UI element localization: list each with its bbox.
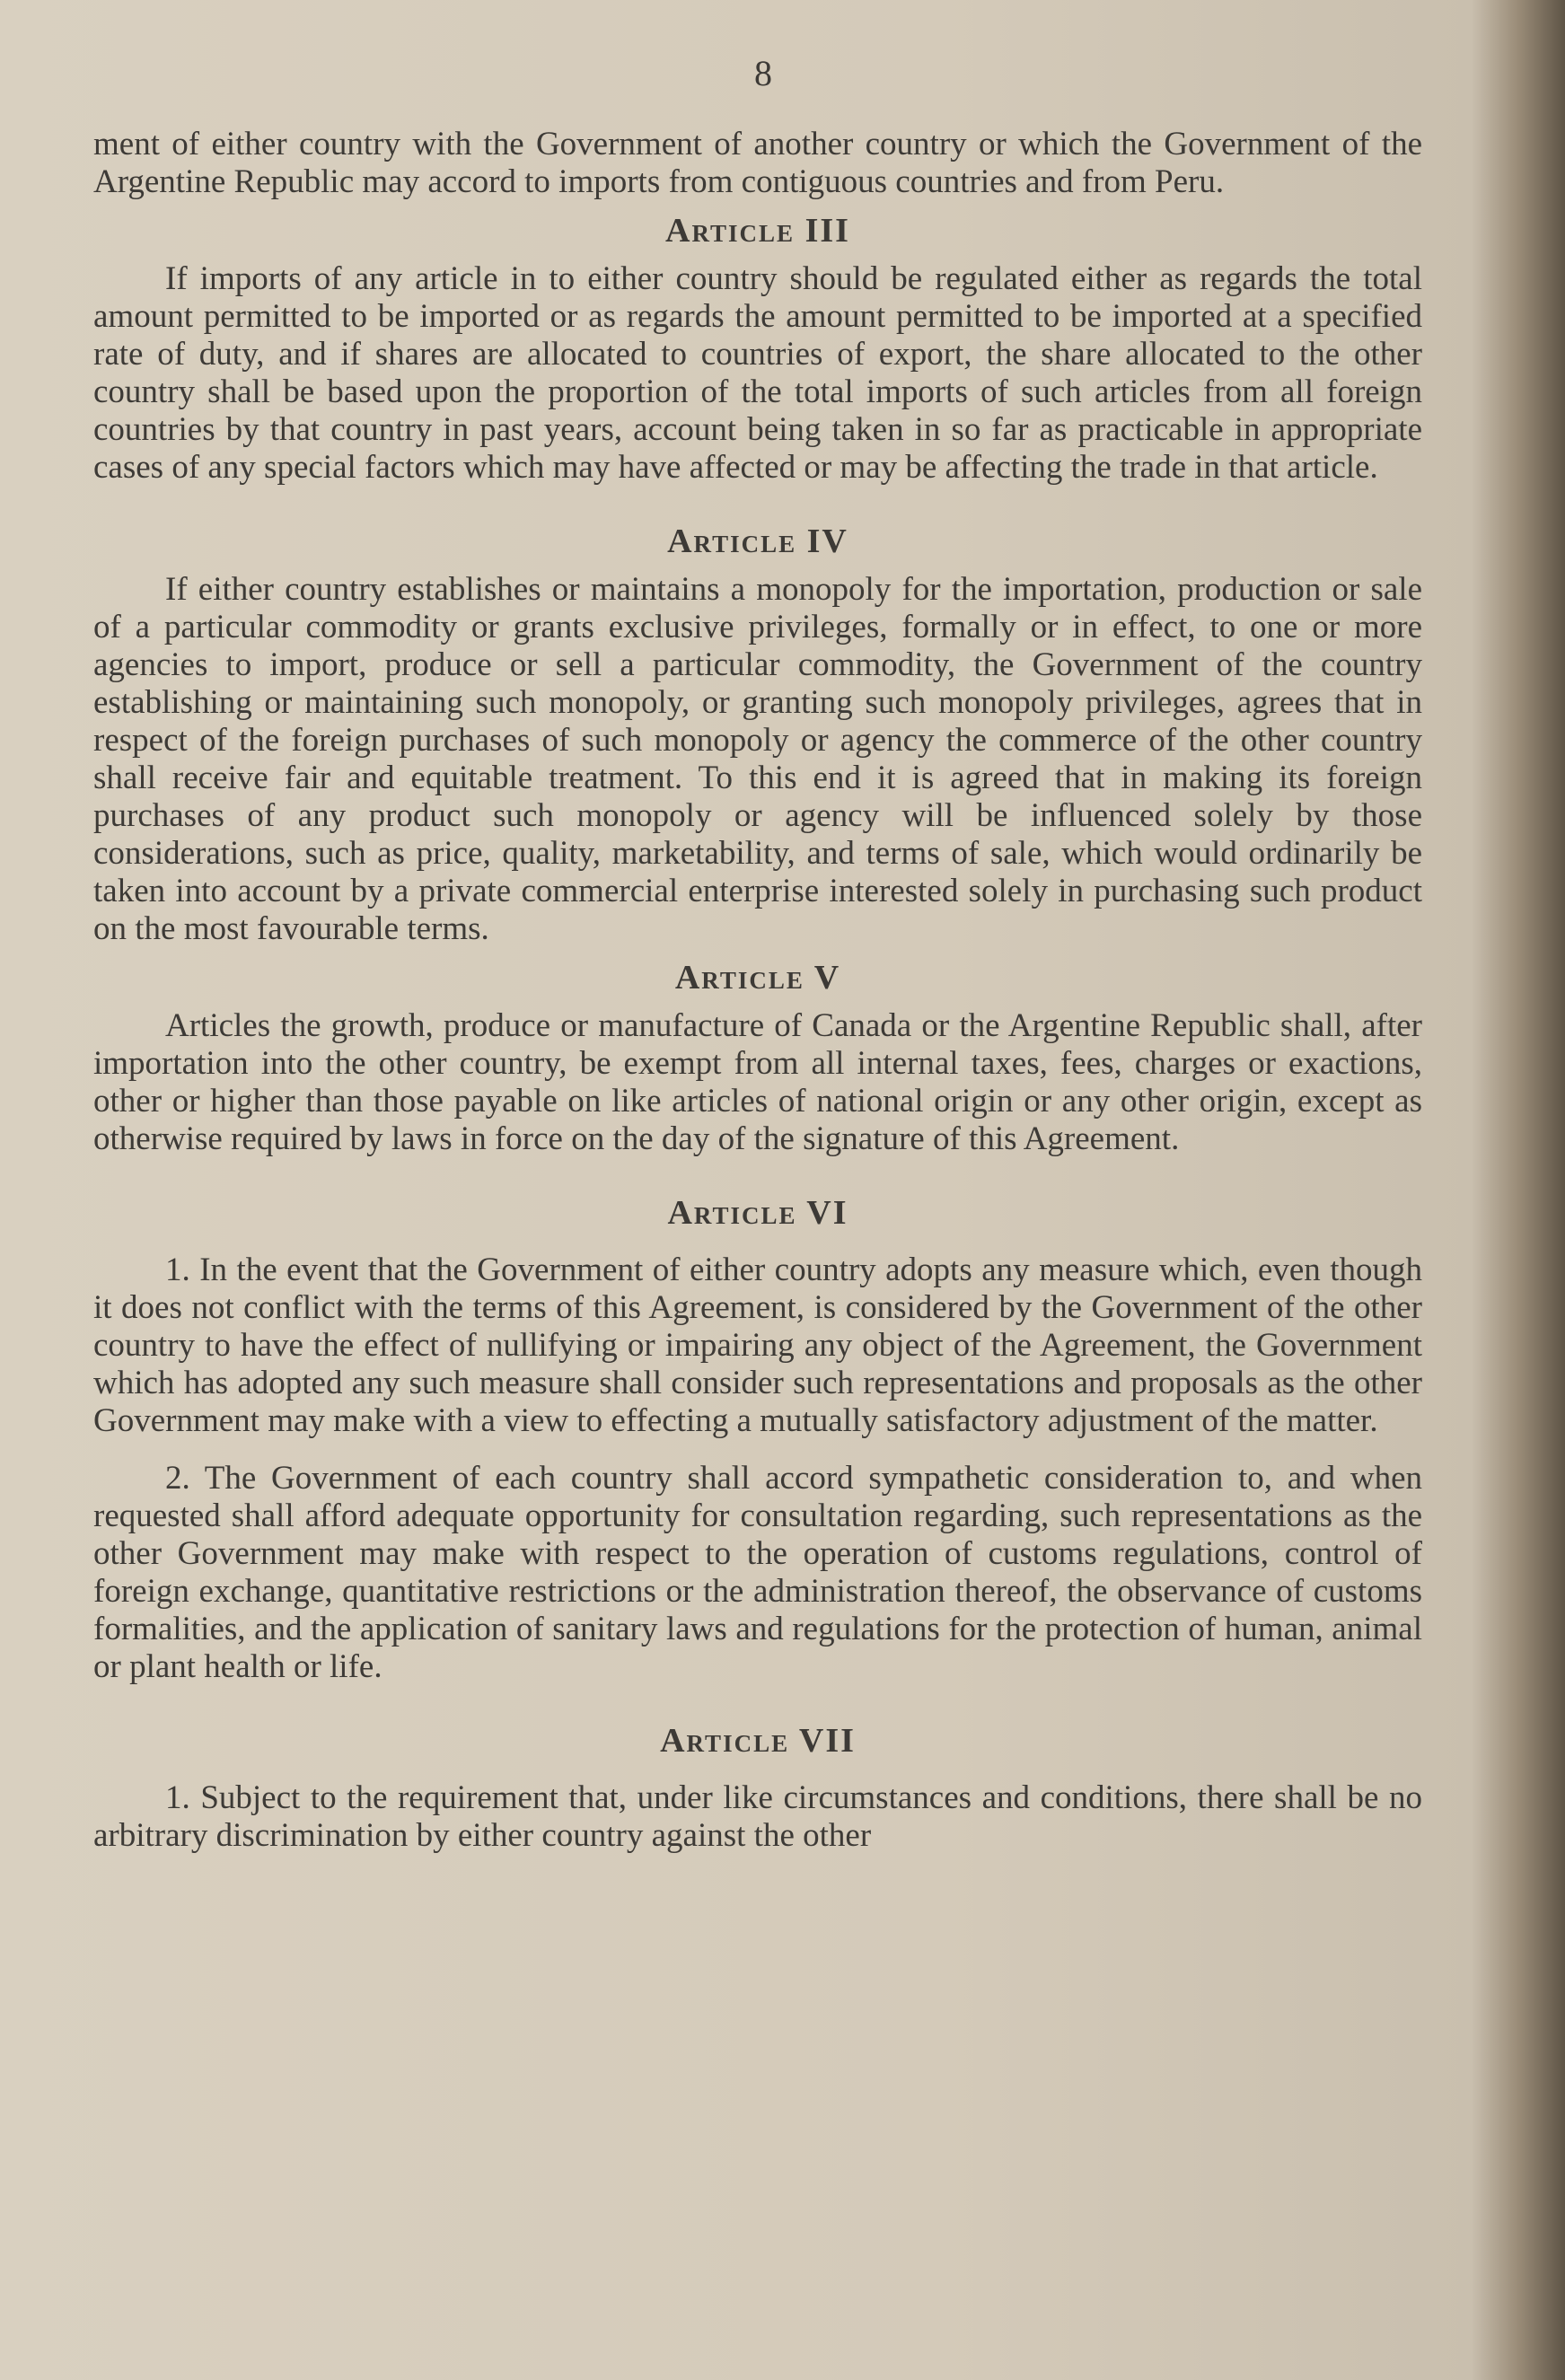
intro-paragraph: ment of either country with the Government of another country or which the Government of the Argentine Republic may accord to imports from contiguous countries and from Peru.	[93, 126, 1422, 200]
article-6-heading: Article VI	[667, 1194, 848, 1232]
article-5-heading: Article V	[674, 959, 841, 997]
article-5-paragraph: Articles the growth, produce or manufacture of Canada or the Argentine Republic shall, after importation into the other country, be exempt from all internal taxes, fees, charges or exactions, other or higher than those payable on like articles of national origin or any other origin, except as otherwise required by laws in force on the day of the signature of this Agreement.	[93, 1007, 1422, 1157]
article-7-heading: Article VII	[660, 1722, 856, 1760]
article-4-paragraph: If either country establishes or maintains a monopoly for the importation, production or sale of a particular commodity or grants exclusive privileges, formally or in effect, to one or more agencies to import, produce or sell a particular commodity, the Government of the country establishing or maintaining such monopoly, or granting such monopoly privileges, agrees that in respect of the foreign purchases of such monopoly or agency the commerce of the other country shall receive fair and equitable treatment. To this end it is agreed that in making its foreign purchases of any product such monopoly or agency will be influenced solely by those considerations, such as price, quality, marketability, and terms of sale, which would ordinarily be taken into account by a private commercial enterprise interested solely in purchasing such product on the most favourable terms.	[93, 571, 1422, 947]
article-3-paragraph: If imports of any article in to either country should be regulated either as regards the total amount permitted to be imported or as regards the amount permitted to be imported at a specified rate of duty, and if shares are allocated to countries of export, the share allocated to the other country shall be based upon the proportion of the total imports of such articles from all foreign countries by that country in past years, account being taken in so far as practicable in appropriate cases of any special factors which may have affected or may be affecting the trade in that article.	[93, 260, 1422, 486]
article-6-paragraph-2: 2. The Government of each country shall accord sympathetic consideration to, and when requested shall afford adequate opportunity for consultation regarding, such representations as the other Government may make with respect to the operation of customs regulations, control of foreign exchange, quantitative restrictions or the administration thereof, the observance of customs formalities, and the application of sanitary laws and regulations for the protection of human, animal or plant health or life.	[93, 1460, 1422, 1685]
article-7-paragraph-1: 1. Subject to the requirement that, under like circumstances and conditions, there shall be no arbitrary discrimination by either country against the other	[93, 1779, 1422, 1854]
page-number: 8	[754, 53, 772, 93]
article-6-paragraph-1: 1. In the event that the Government of either country adopts any measure which, even though it does not conflict with the terms of this Agreement, is considered by the Government of the other country to have the effect of nullifying or impairing any object of the Agreement, the Government which has adopted any such measure shall consider such representations and proposals as the other Government may make with a view to effecting a mutually satisfactory adjustment of the matter.	[93, 1251, 1422, 1439]
document-body	[93, 126, 1422, 1855]
article-4-heading: Article IV	[667, 523, 848, 560]
article-3-heading: Article III	[665, 212, 850, 250]
